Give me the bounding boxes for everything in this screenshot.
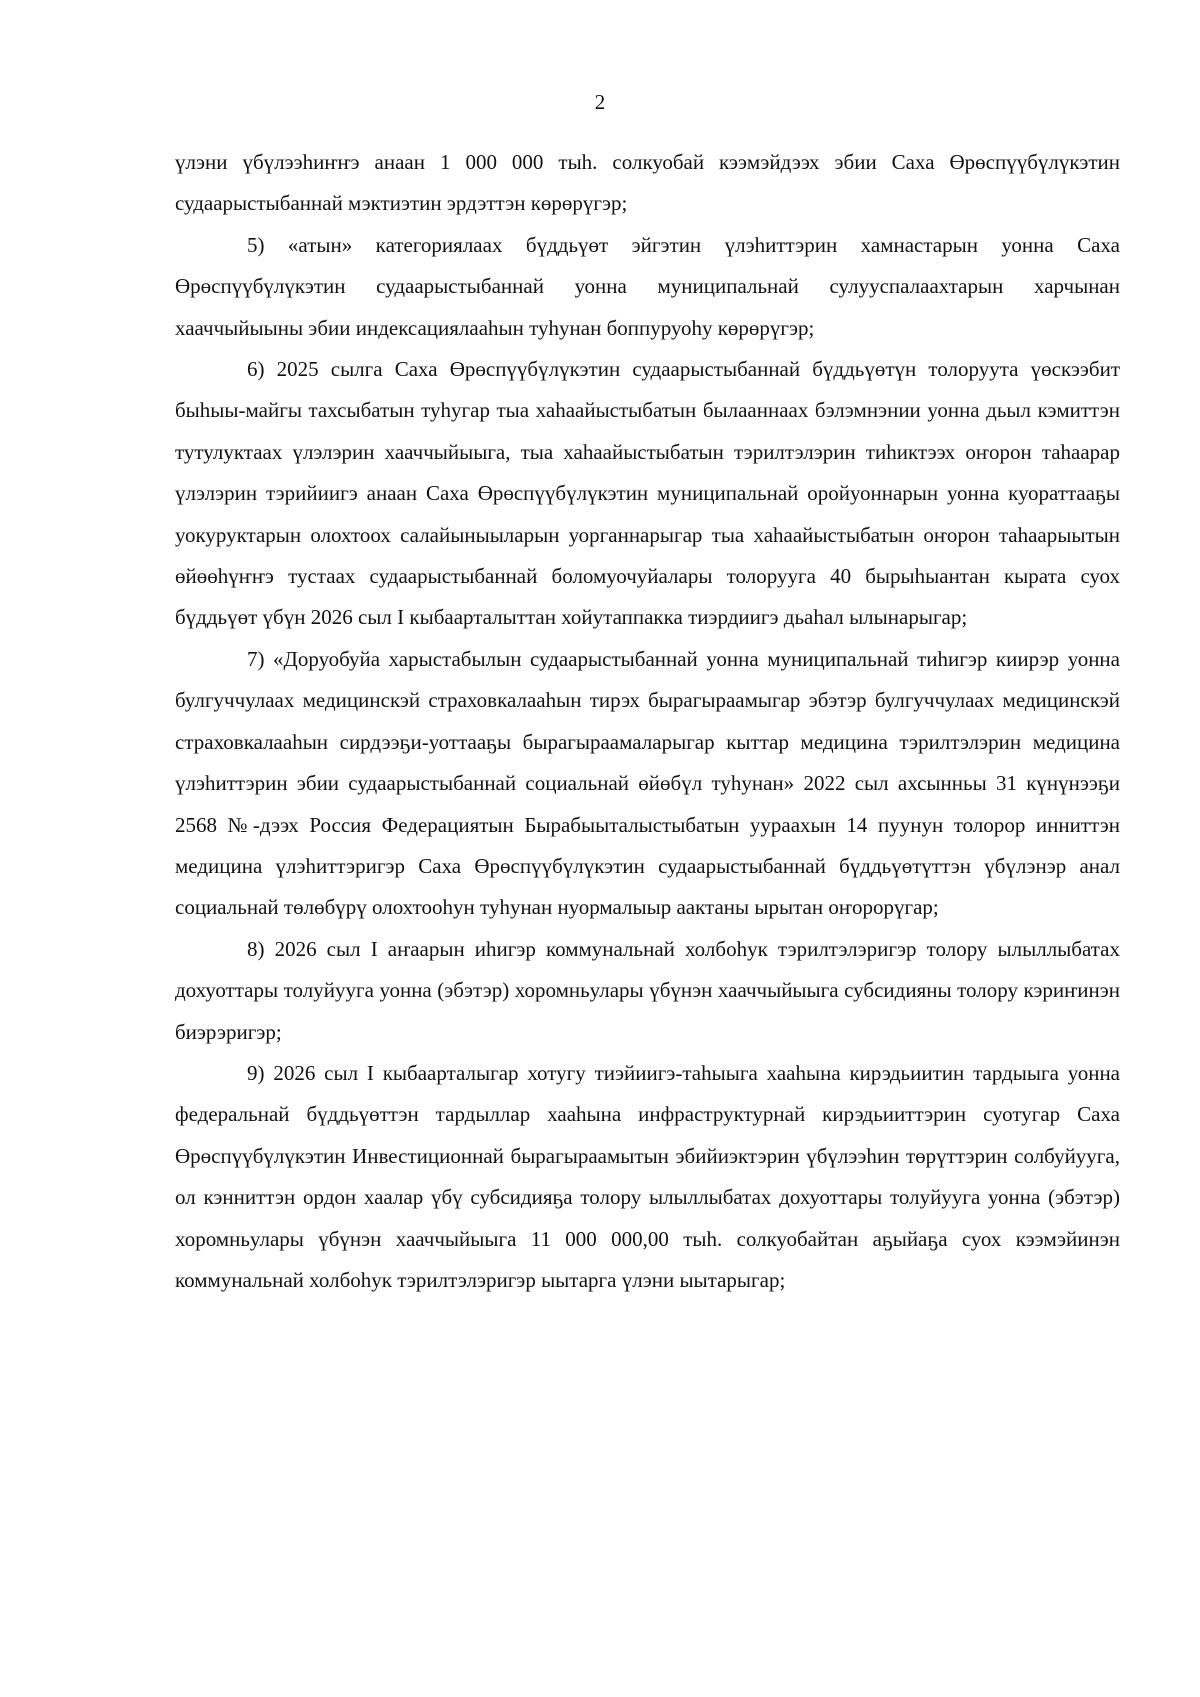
document-body — [175, 142, 1120, 1301]
paragraph-item-6: 6) 2025 сылга Саха Өрөспүүбүлүкэтин судаарыстыбаннай бүддьүөтүн толоруута үөскээбит быһыы-майгы тахсыбатын туһугар тыа хаһаайыстыбатын былааннаах бэлэмнэнии уонна дьыл кэмиттэн тутулуктаах үлэлэрин хааччыйыыга, тыа хаһаайыстыбатын тэрилтэлэрин тиһиктээх оҥорон таһаарар үлэлэрин тэрийиигэ анаан Саха Өрөспүүбүлүкэтин муниципальнай оройуоннарын уонна куораттааҕы уокуруктарын олохтоох салайыныыларын уорганнарыгар тыа хаһаайыстыбатын оҥорон таһаарыытын өйөөһүҥҥэ тустаах судаарыстыбаннай боломуочуйалары толорууга 40 бырыһыантан кырата суох бүддьүөт үбүн 2026 сыл I кыбаарталыттан хойутаппакка тиэрдиигэ дьаһал ылынарыгар; — [175, 357, 1120, 630]
page-number: 2 — [594, 90, 606, 114]
paragraph-item-8: 8) 2026 сыл I аҥаарын иһигэр коммунальнай холбоһук тэрилтэлэригэр толору ылыллыбатах дохуоттары толуйууга уонна (эбэтэр) хоромньулары үбүнэн хааччыйыыга субсидияны толору кэриҥинэн биэрэригэр; — [175, 936, 1120, 1044]
paragraph-item-5: 5) «атын» категориялаах бүддьүөт эйгэтин үлэһиттэрин хамнастарын уонна Саха Өрөспүүбүлүкэтин судаарыстыбаннай уонна муниципальнай сулууспалаахтарын харчынан хааччыйыыны эбии индексациялааһын туһунан боппуруоһу көрөрүгэр; — [175, 232, 1120, 340]
paragraph-item-7: 7) «Доруобуйа харыстабылын судаарыстыбаннай уонна муниципальнай тиһигэр киирэр уонна булгуччулаах медицинскэй страховкалааһын тирэх бырагыраамыгар эбэтэр булгуччулаах медицинскэй страховкалааһын сирдээҕи-уоттааҕы бырагыраамаларыгар кыттар медицина тэрилтэлэрин медицина үлэһиттэрин эбии судаарыстыбаннай социальнай өйөбүл туһунан» 2022 сыл ахсынньы 31 күнүнээҕи 2568 №-дээх Россия Федерациятын Бырабыыталыстыбатын уураахын 14 пуунун толорор инниттэн медицина үлэһиттэригэр Саха Өрөспүүбүлүкэтин судаарыстыбаннай бүддьүөтүттэн үбүлэнэр анал социальнай төлөбүрү олохтооһун туһунан нуормалыыр аактаны ырытан оҥорорүгар; — [175, 646, 1120, 920]
paragraph-continuation: үлэни үбүлээһиҥҥэ анаан 1 000 000 тыһ. солкуобай кээмэйдээх эбии Саха Өрөспүүбүлүкэтин судаарыстыбаннай мэктиэтин эрдэттэн көрөрүгэр; — [175, 150, 1120, 216]
paragraph-item-9: 9) 2026 сыл I кыбаарталыгар хотугу тиэйиигэ-таһыыга хааһына кирэдьиитин тардыыга уонна федеральнай бүддьүөттэн тардыллар хааһына инфраструктурнай кирэдьииттэрин суотугар Саха Өрөспүүбүлүкэтин Инвестиционнай бырагыраамытын эбийиэктэрин үбүлээһин төрүттэрин солбуйууга, ол кэнниттэн ордон хаалар үбү субсидияҕа толору ылыллыбатах дохуоттары толуйууга уонна (эбэтэр) хоромньулары үбүнэн хааччыйыыга 11 000 000,00 тыһ. солкуобайтан аҕыйаҕа суох кээмэйинэн коммунальнай холбоһук тэрилтэлэригэр ыытарга үлэни ыытарыгар; — [175, 1060, 1120, 1292]
